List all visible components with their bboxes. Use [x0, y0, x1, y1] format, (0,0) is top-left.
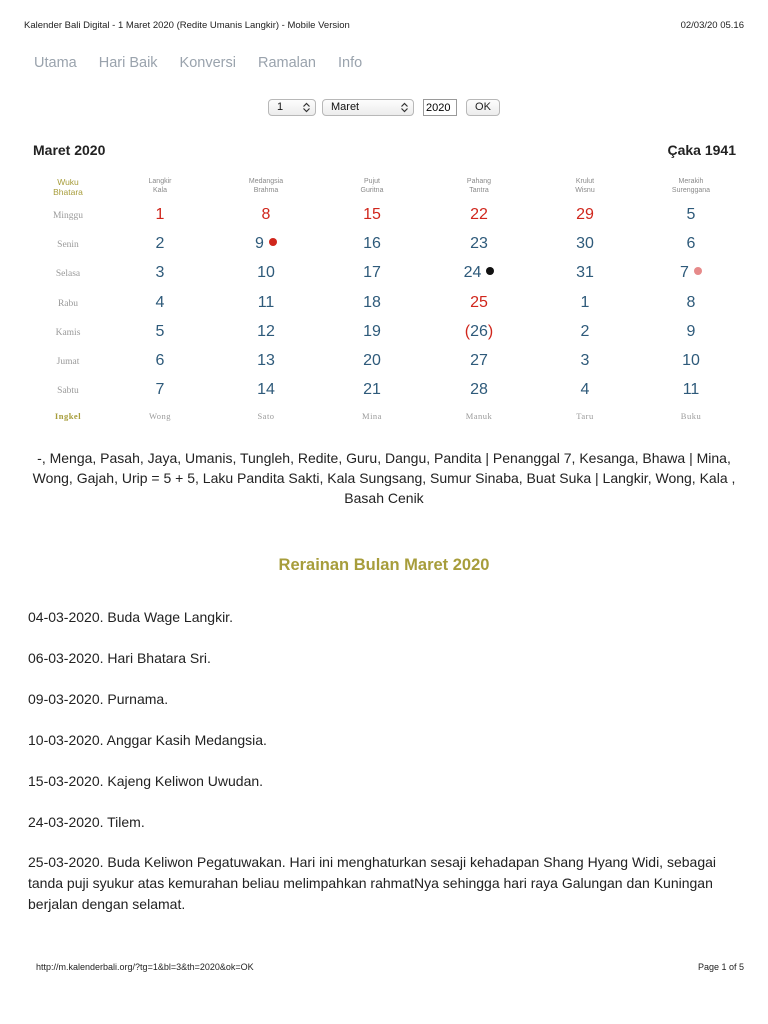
date-number: 14 — [257, 381, 275, 398]
date-number: 2 — [155, 235, 165, 252]
date-number: 29 — [576, 206, 594, 223]
caka-title: Çaka 1941 — [667, 142, 736, 158]
date-number: 16 — [363, 235, 381, 252]
day-label: Senin — [57, 240, 79, 250]
date-number: 9 — [255, 235, 264, 252]
date-cell[interactable] — [221, 381, 311, 399]
date-number: 27 — [470, 352, 488, 369]
date-cell[interactable] — [327, 294, 417, 312]
date-cell[interactable] — [115, 381, 205, 399]
date-number: 12 — [257, 323, 275, 340]
date-cell[interactable] — [327, 235, 417, 253]
column-header — [23, 177, 113, 197]
day-summary: -, Menga, Pasah, Jaya, Umanis, Tungleh, Redite, Guru, Dangu, Pandita | Penanggal 7, Kesanga, Bhawa | Mina, Wong, Gajah, Urip = 5 + 5, Laku Pandita Sakti, Kala Sungsang, Sumur Sinaba, Buat Suka | Langkir, Wong, Kala , Basah Cenik — [32, 450, 736, 506]
rerainan-item: 24-03-2020. Tilem. — [28, 814, 145, 830]
date-number: 17 — [363, 264, 381, 281]
updown-arrows-icon — [302, 102, 311, 113]
paren-left: ( — [464, 323, 471, 340]
date-cell[interactable] — [327, 352, 417, 370]
column-header-line: Pujut — [364, 178, 380, 185]
date-cell[interactable] — [327, 381, 417, 399]
updown-arrows-icon — [400, 102, 409, 113]
column-header — [540, 177, 630, 195]
date-cell[interactable] — [327, 206, 417, 224]
column-header — [646, 177, 736, 195]
date-number: 13 — [257, 352, 275, 369]
print-footer-url: http://m.kalenderbali.org/?tg=1&bl=3&th=2020&ok=OK — [36, 962, 254, 972]
column-header — [115, 177, 205, 195]
date-number: 1 — [155, 206, 165, 223]
year-input[interactable] — [423, 99, 457, 116]
date-number: 18 — [363, 294, 381, 311]
date-cell[interactable] — [115, 235, 205, 253]
print-header-datetime: 02/03/20 05.16 — [680, 20, 744, 31]
column-footer: Ingkel — [54, 411, 82, 421]
date-cell[interactable] — [434, 294, 524, 312]
date-number: 8 — [261, 206, 271, 223]
column-footer: Taru — [576, 411, 594, 421]
date-cell[interactable] — [540, 294, 630, 312]
date-number: 22 — [470, 206, 488, 223]
day-label: Selasa — [55, 269, 81, 279]
rerainan-item: 25-03-2020. Buda Keliwon Pegatuwakan. Hari ini menghaturkan sesaji kehadapan Shang Hyang Widi, sebagai tanda puji syukur atas kemurahan beliau melimpahkan rahmatNya sehingga hari raya Galungan dan Kuningan berjalan dengan selamat. — [28, 854, 716, 912]
column-footer: Manuk — [465, 411, 493, 421]
date-cell[interactable] — [646, 206, 736, 224]
day-label: Minggu — [52, 211, 84, 221]
date-number: 30 — [576, 235, 594, 252]
date-cell[interactable] — [221, 294, 311, 312]
date-cell[interactable] — [540, 264, 630, 282]
date-cell[interactable] — [540, 206, 630, 224]
date-cell[interactable] — [540, 323, 630, 341]
date-number: 10 — [257, 264, 275, 281]
column-footer: Mina — [362, 411, 382, 421]
moon-phase-dot-icon — [694, 267, 702, 275]
month-select[interactable] — [322, 99, 414, 116]
column-header — [434, 177, 524, 195]
rerainan-item: 09-03-2020. Purnama. — [28, 691, 169, 707]
date-cell[interactable] — [434, 235, 524, 253]
date-cell[interactable] — [434, 264, 524, 282]
date-cell[interactable] — [115, 294, 205, 312]
date-cell[interactable] — [434, 352, 524, 370]
date-cell[interactable] — [327, 323, 417, 341]
ok-button[interactable]: OK — [466, 99, 500, 116]
day-label: Jumat — [56, 357, 80, 367]
print-footer-page: Page 1 of 5 — [697, 962, 744, 972]
date-cell[interactable] — [221, 352, 311, 370]
date-number: 4 — [155, 294, 165, 311]
date-number: 2 — [580, 323, 590, 340]
date-number: 5 — [155, 323, 165, 340]
date-cell[interactable] — [646, 352, 736, 370]
moon-phase-dot-icon — [269, 238, 277, 246]
date-number: 3 — [580, 352, 590, 369]
moon-phase-dot-icon — [486, 267, 494, 275]
nav-hari-baik[interactable]: Hari Baik — [98, 55, 158, 71]
date-cell[interactable] — [221, 323, 311, 341]
day-label: Kamis — [55, 328, 81, 338]
column-header-line: Kala — [152, 187, 167, 194]
print-header-title: Kalender Bali Digital - 1 Maret 2020 (Redite Umanis Langkir) - Mobile Version — [24, 20, 350, 31]
column-header-line: Langkir — [148, 178, 172, 185]
date-number: 11 — [257, 294, 275, 311]
date-cell[interactable] — [115, 206, 205, 224]
nav-ramalan[interactable]: Ramalan — [257, 55, 316, 71]
month-select-value: Maret — [331, 101, 360, 113]
date-cell[interactable] — [540, 352, 630, 370]
paren-right: ) — [487, 323, 494, 340]
date-cell[interactable] — [540, 381, 630, 399]
day-select-value: 1 — [277, 101, 284, 113]
column-footer: Wong — [148, 411, 172, 421]
column-header-line: Surenggana — [671, 187, 711, 194]
date-number: 15 — [363, 206, 381, 223]
date-number: 6 — [155, 352, 165, 369]
date-cell[interactable] — [646, 294, 736, 312]
date-number: 26 — [470, 323, 488, 340]
column-header-line: Tantra — [469, 187, 489, 194]
nav-konversi[interactable]: Konversi — [179, 55, 236, 71]
date-cell[interactable] — [115, 264, 205, 282]
print-header — [24, 20, 744, 34]
date-number: 23 — [470, 235, 488, 252]
column-header — [327, 177, 417, 195]
column-header-line: Wuku — [57, 177, 79, 187]
date-number: 5 — [686, 206, 696, 223]
column-header-line: Guritna — [360, 187, 384, 194]
date-cell[interactable] — [646, 323, 736, 341]
date-number: 20 — [363, 352, 381, 369]
rerainan-item: 15-03-2020. Kajeng Keliwon Uwudan. — [28, 773, 264, 789]
date-number: 21 — [363, 381, 381, 398]
date-number: 1 — [580, 294, 590, 311]
date-number: 11 — [682, 381, 700, 398]
column-header-line: Wisnu — [575, 187, 595, 194]
date-number: 31 — [576, 264, 594, 281]
column-header — [221, 177, 311, 195]
column-footer: Sato — [257, 411, 275, 421]
date-number: 25 — [470, 294, 488, 311]
date-number: 19 — [363, 323, 381, 340]
date-number: 9 — [686, 323, 696, 340]
date-form — [0, 99, 768, 119]
date-cell[interactable] — [646, 264, 736, 282]
main-nav — [34, 55, 384, 71]
column-header-line: Bhatara — [53, 187, 83, 197]
date-cell[interactable] — [434, 323, 524, 341]
date-cell[interactable] — [221, 206, 311, 224]
rerainan-item: 04-03-2020. Buda Wage Langkir. — [28, 609, 233, 625]
nav-utama[interactable]: Utama — [34, 55, 77, 71]
date-cell[interactable] — [327, 264, 417, 282]
print-footer — [36, 962, 744, 976]
date-cell[interactable] — [115, 323, 205, 341]
date-cell[interactable] — [434, 381, 524, 399]
day-label: Sabtu — [57, 386, 79, 396]
column-header-line: Brahma — [253, 187, 279, 194]
month-title: Maret 2020 — [33, 142, 106, 158]
rerainan-title: Rerainan Bulan Maret 2020 — [278, 556, 490, 574]
nav-info[interactable]: Info — [338, 55, 363, 71]
date-number: 24 — [463, 264, 482, 281]
day-select[interactable] — [268, 99, 316, 116]
date-number: 28 — [470, 381, 488, 398]
date-cell[interactable] — [540, 235, 630, 253]
date-number: 8 — [686, 294, 696, 311]
column-footer: Buku — [680, 411, 702, 421]
date-cell[interactable] — [646, 235, 736, 253]
date-cell[interactable] — [646, 381, 736, 399]
column-header-line: Pahang — [466, 178, 492, 185]
date-number: 6 — [686, 235, 696, 252]
date-cell[interactable] — [221, 235, 311, 253]
column-header-line: Merakih — [678, 178, 704, 185]
rerainan-item: 10-03-2020. Anggar Kasih Medangsia. — [28, 732, 267, 748]
date-number: 4 — [580, 381, 590, 398]
rerainan-item: 06-03-2020. Hari Bhatara Sri. — [28, 650, 211, 666]
date-number: 7 — [155, 381, 165, 398]
date-number: 10 — [682, 352, 700, 369]
date-number: 3 — [155, 264, 165, 281]
day-label: Rabu — [57, 299, 79, 309]
date-cell[interactable] — [434, 206, 524, 224]
column-header-line: Krulut — [575, 178, 595, 185]
date-cell[interactable] — [221, 264, 311, 282]
date-cell[interactable] — [115, 352, 205, 370]
column-header-line: Medangsia — [248, 178, 284, 185]
date-number: 7 — [680, 264, 689, 281]
